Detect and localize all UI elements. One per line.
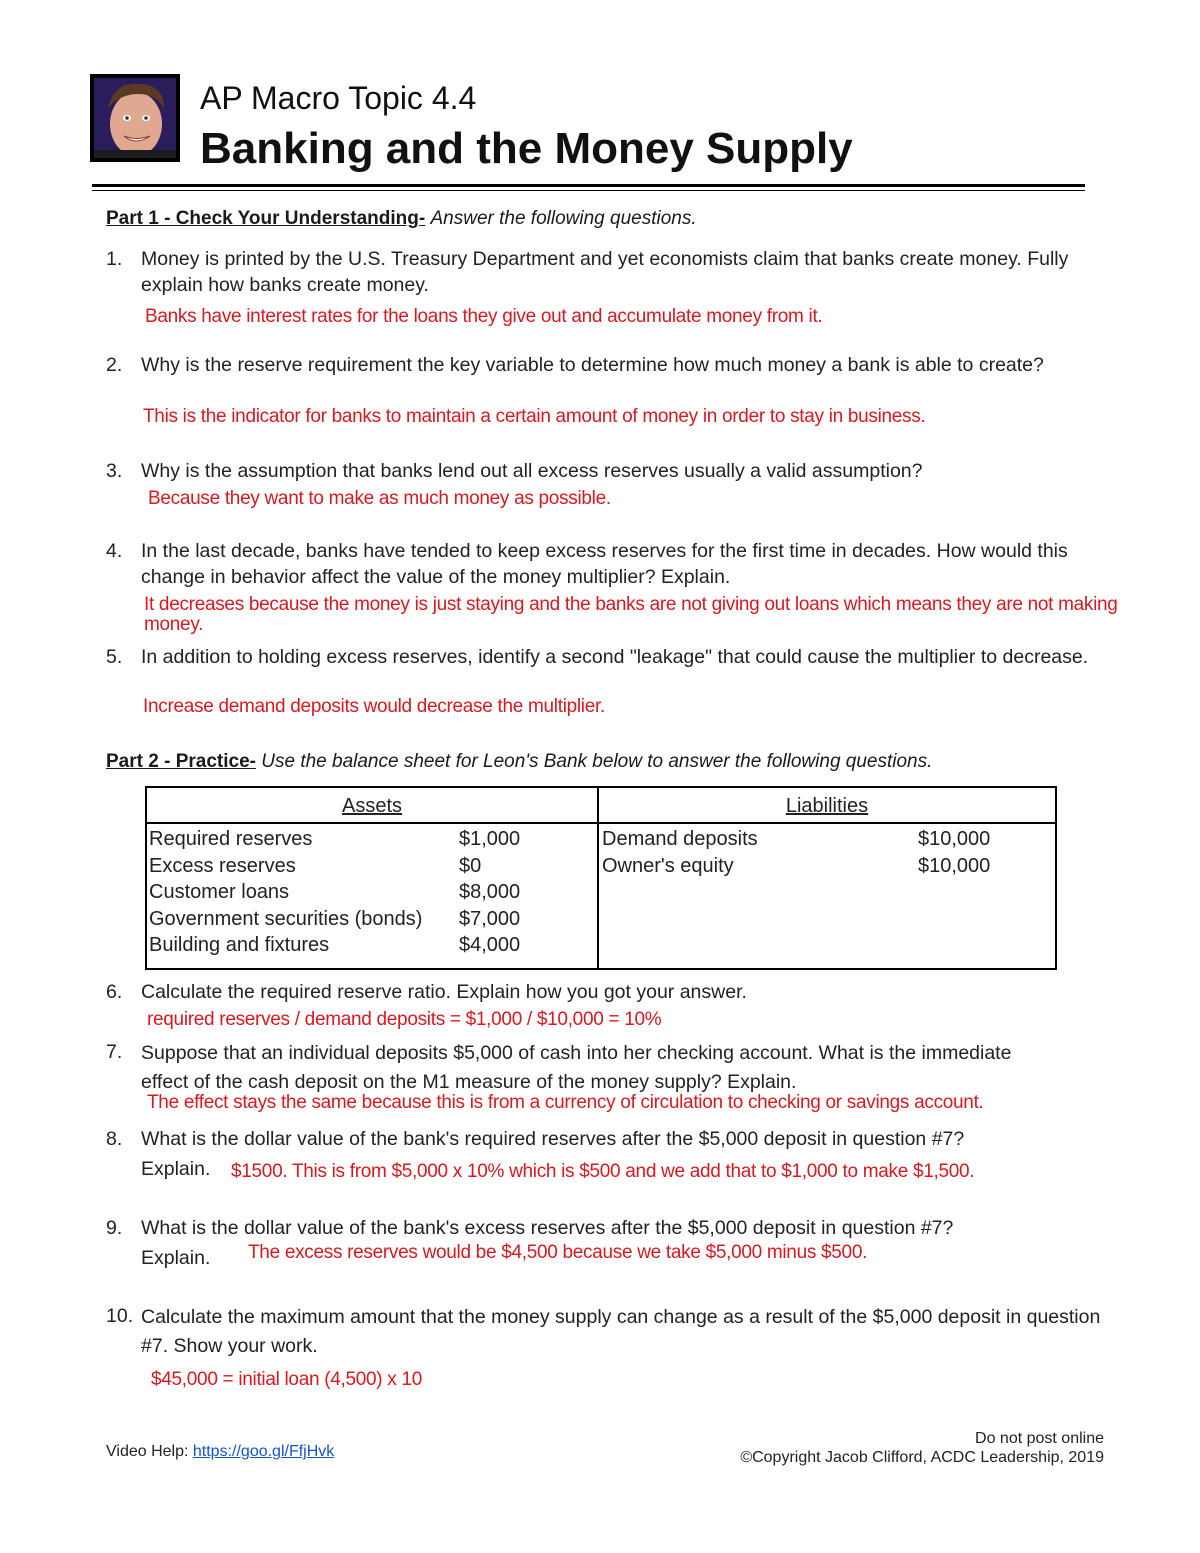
part1-instruction: Answer the following questions. (430, 208, 697, 229)
liability-row (602, 826, 998, 853)
liability-value: $10,000 (918, 854, 991, 877)
answer-text: The excess reserves would be $4,500 because we take $5,000 minus $500. (248, 1242, 868, 1263)
topic-label: AP Macro Topic 4.4 (200, 80, 477, 116)
answer-text: $1500. This is from $5,000 x 10% which is $500 and we add that to $1,000 to make $1,500. (231, 1161, 975, 1182)
answer-text: The effect stays the same because this is from a currency of circulation to checking or savings account. (147, 1092, 984, 1113)
asset-label: Required reserves (149, 828, 313, 850)
header-divider (92, 184, 1085, 187)
answer-text: Banks have interest rates for the loans they give out and accumulate money from it. (145, 306, 823, 327)
question-text: What is the dollar value of the bank's required reserves after the $5,000 deposit in question #7? (141, 1128, 965, 1150)
question-text: Calculate the maximum amount that the money supply can change as a result of the $5,000 deposit in question #7. Show your work. (141, 1306, 1101, 1357)
assets-header: Assets (341, 795, 403, 817)
asset-value: $8,000 (459, 881, 521, 903)
part2-label: Part 2 - Practice (106, 751, 250, 772)
answer-text: $45,000 = initial loan (4,500) x 10 (151, 1369, 423, 1390)
question-text: Why is the reserve requirement the key variable to determine how much money a bank is able to create? (141, 354, 1044, 376)
footer-copyright: ©Copyright Jacob Clifford, ACDC Leadership, 2019 (740, 1449, 1104, 1466)
footer-notice: Do not post online (975, 1430, 1104, 1447)
question-text: What is the dollar value of the bank's excess reserves after the $5,000 deposit in question #7? (141, 1217, 954, 1239)
question-number: 4. (106, 540, 123, 562)
answer-text: It decreases because the money is just staying and the banks are not giving out loans which means they are not making money. (144, 594, 1118, 635)
video-help-link[interactable]: https://goo.gl/FfjHvk (192, 1443, 335, 1460)
question-number: 2. (106, 354, 123, 376)
asset-row (149, 879, 539, 906)
liabilities-header: Liabilities (785, 795, 869, 817)
answer-text: required reserves / demand deposits = $1,000 / $10,000 = 10% (147, 1009, 662, 1030)
asset-row (149, 826, 539, 853)
header-divider-thin (92, 190, 1085, 191)
liability-label: Owner's equity (602, 854, 734, 877)
question-text: Suppose that an individual deposits $5,000 of cash into her checking account. What is the immediate effect of the cash deposit on the M1 measure of the money supply? Explain. (141, 1042, 1012, 1093)
page-title: Banking and the Money Supply (200, 124, 853, 173)
question-number: 3. (106, 460, 123, 482)
asset-row (149, 853, 539, 880)
part2-instruction: Use the balance sheet for Leon's Bank below to answer the following questions. (261, 751, 933, 772)
liability-label: Demand deposits (602, 828, 758, 850)
question-number: 1. (106, 248, 123, 270)
assets-cell (146, 823, 598, 969)
answer-text: Because they want to make as much money as possible. (148, 488, 611, 509)
question-number: 8. (106, 1128, 123, 1150)
part1-label: Part 1 - Check Your Understanding (106, 208, 419, 229)
asset-value: $4,000 (459, 934, 521, 956)
part1-heading: Part 1 - Check Your Understanding- Answer the following questions. (106, 208, 697, 229)
question-number: 6. (106, 981, 123, 1003)
asset-row (149, 906, 539, 933)
liabilities-header-cell (598, 787, 1056, 823)
asset-label: Excess reserves (149, 854, 296, 877)
question-number: 5. (106, 646, 123, 668)
asset-value: $7,000 (459, 907, 521, 930)
asset-label: Building and fixtures (149, 934, 330, 956)
question-text: Why is the assumption that banks lend out all excess reserves usually a valid assumption? (141, 460, 923, 482)
part2-heading: Part 2 - Practice- Use the balance sheet for Leon's Bank below to answer the following questions. (106, 751, 933, 772)
balance-sheet-table (145, 786, 1057, 970)
explain-label: Explain. (141, 1158, 211, 1180)
video-help (106, 1443, 334, 1461)
liability-row (602, 853, 998, 880)
question-text: Money is printed by the U.S. Treasury Department and yet economists claim that banks create money. Fully explain how banks create money. (141, 248, 1069, 296)
asset-value: $1,000 (459, 828, 521, 850)
liabilities-cell (598, 823, 1056, 969)
video-help-label: Video Help: (106, 1443, 189, 1460)
question-text: In the last decade, banks have tended to keep excess reserves for the first time in decades. How would this change in behavior affect the value of the money multiplier? Explain. (141, 540, 1068, 588)
assets-header-cell (146, 787, 598, 823)
question-number: 7. (106, 1041, 123, 1063)
liability-value: $10,000 (918, 828, 991, 850)
asset-value: $0 (459, 854, 482, 877)
question-number: 9. (106, 1217, 123, 1239)
answer-text: Increase demand deposits would decrease the multiplier. (143, 696, 605, 717)
explain-label: Explain. (141, 1247, 211, 1269)
question-text: In addition to holding excess reserves, identify a second "leakage" that could cause the multiplier to decrease. (141, 646, 1089, 668)
author-avatar (90, 74, 180, 162)
author-portrait-icon (94, 78, 176, 158)
asset-label: Customer loans (149, 881, 290, 903)
asset-label: Government securities (bonds) (149, 907, 423, 930)
question-number: 10. (106, 1305, 134, 1327)
question-text: Calculate the required reserve ratio. Explain how you got your answer. (141, 981, 747, 1003)
asset-row (149, 932, 539, 959)
answer-text: This is the indicator for banks to maintain a certain amount of money in order to stay in business. (143, 406, 926, 427)
